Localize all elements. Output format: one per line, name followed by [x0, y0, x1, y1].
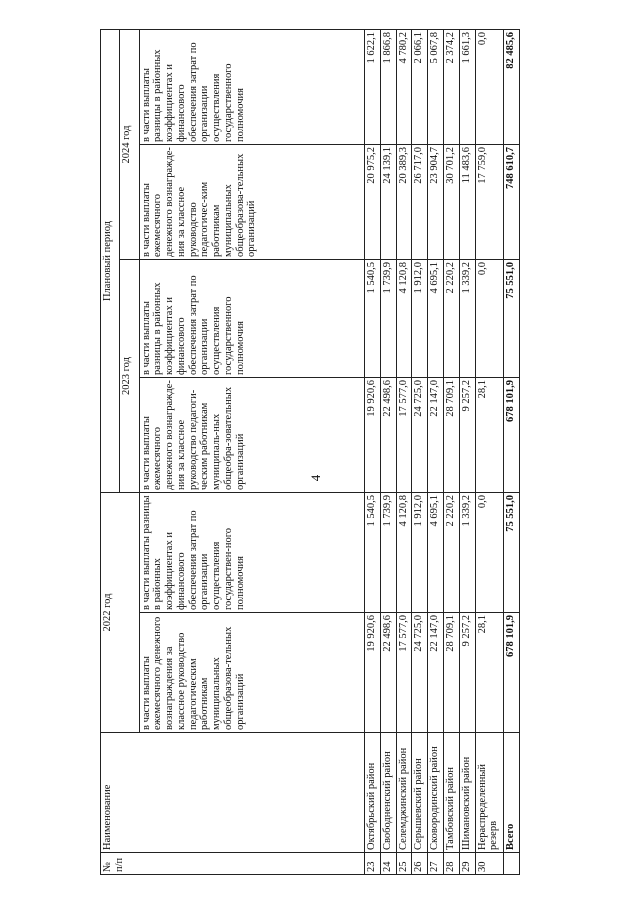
row-name: Селемджинский район [396, 733, 412, 853]
row-value: 4 695,1 [428, 493, 444, 613]
row-value: 2 220,2 [444, 260, 460, 378]
row-number: 23 [364, 853, 380, 875]
row-number: 30 [475, 853, 504, 875]
table-row [459, 30, 475, 875]
header-name: Наименование [101, 733, 365, 853]
row-value: 28,1 [475, 378, 504, 493]
row-name: Свободненский район [380, 733, 396, 853]
row-value: 0,0 [475, 260, 504, 378]
row-value: 2 066,1 [412, 30, 428, 145]
row-value: 0,0 [475, 30, 504, 145]
row-value: 17 577,0 [396, 613, 412, 733]
page-number: 4 [308, 474, 323, 482]
row-value: 1 912,0 [412, 493, 428, 613]
table-row [475, 30, 504, 875]
row-value: 5 067,8 [428, 30, 444, 145]
total-value: 748 610,7 [504, 145, 520, 260]
budget-table [100, 29, 520, 875]
row-value: 22 498,6 [380, 613, 396, 733]
table-row [396, 30, 412, 875]
row-number: 27 [428, 853, 444, 875]
header-2023-coef: в части выплаты разницы в районных коэффициентах и финансового обеспечения затрат по организации осуществления государственного полномочия [139, 260, 364, 378]
header-plan-period: Плановый период [101, 30, 120, 493]
row-value: 24 725,0 [412, 378, 428, 493]
row-name: Октябрьский район [364, 733, 380, 853]
row-value: 1 739,9 [380, 260, 396, 378]
total-row [504, 30, 520, 875]
row-value: 1 540,5 [364, 493, 380, 613]
table-body [364, 30, 503, 875]
row-name: Нераспределенный резерв [475, 733, 504, 853]
row-value: 28 709,1 [444, 613, 460, 733]
row-value: 1 661,3 [459, 30, 475, 145]
row-value: 1 339,2 [459, 260, 475, 378]
row-value: 19 920,6 [364, 613, 380, 733]
table-row [428, 30, 444, 875]
row-value: 9 257,2 [459, 378, 475, 493]
header-year-2024: 2024 год [120, 30, 139, 260]
row-value: 28,1 [475, 613, 504, 733]
row-value: 1 540,5 [364, 260, 380, 378]
row-value: 1 912,0 [412, 260, 428, 378]
row-value: 26 717,0 [412, 145, 428, 260]
row-name: Сковородинский район [428, 733, 444, 853]
row-value: 24 139,1 [380, 145, 396, 260]
row-number: 29 [459, 853, 475, 875]
row-value: 17 759,0 [475, 145, 504, 260]
table-row [412, 30, 428, 875]
row-value: 19 920,6 [364, 378, 380, 493]
row-name: Тамбовский район [444, 733, 460, 853]
row-number: 24 [380, 853, 396, 875]
row-value: 2 220,2 [444, 493, 460, 613]
row-value: 0,0 [475, 493, 504, 613]
row-value: 22 147,0 [428, 613, 444, 733]
row-value: 4 120,8 [396, 260, 412, 378]
header-num: № п/п [101, 853, 365, 875]
row-number: 26 [412, 853, 428, 875]
row-value: 17 577,0 [396, 378, 412, 493]
row-number: 28 [444, 853, 460, 875]
row-value: 1 739,9 [380, 493, 396, 613]
header-2022-salary: в части выплаты ежемесячного денежного вознаграждения за классное руководство педагогическим работникам муниципальных общеобразова-тельных организаций [139, 613, 364, 733]
total-value: 75 551,0 [504, 493, 520, 613]
row-value: 23 904,7 [428, 145, 444, 260]
table-wrapper [100, 30, 520, 875]
header-2023-salary: в части выплаты ежемесячного денежного вознагражде-ния за классное руководство педагоги-ческим работникам муниципаль-ных общеобра-зовательных организаций [139, 378, 364, 493]
table-row [364, 30, 380, 875]
row-value: 30 701,2 [444, 145, 460, 260]
row-name: Серышевский район [412, 733, 428, 853]
total-value: 678 101,9 [504, 378, 520, 493]
row-value: 20 975,2 [364, 145, 380, 260]
header-2022-coef: в части выплаты разницы в районных коэффициентах и финансового обеспечения затрат по организации осуществления государствен-ного полномочия [139, 493, 364, 613]
row-value: 24 725,0 [412, 613, 428, 733]
header-2024-coef: в части выплаты разницы в районных коэффициентах и финансового обеспечения затрат по организации осуществления государственного полномочия [139, 30, 364, 145]
table-row [444, 30, 460, 875]
row-value: 22 147,0 [428, 378, 444, 493]
row-value: 1 866,8 [380, 30, 396, 145]
row-value: 20 389,3 [396, 145, 412, 260]
row-value: 4 780,2 [396, 30, 412, 145]
row-number: 25 [396, 853, 412, 875]
total-value: 82 485,6 [504, 30, 520, 145]
row-value: 4 120,8 [396, 493, 412, 613]
row-value: 1 339,2 [459, 493, 475, 613]
row-value: 4 695,1 [428, 260, 444, 378]
total-value: 75 551,0 [504, 260, 520, 378]
rotated-table-area [100, 30, 520, 875]
header-year-2023: 2023 год [120, 260, 139, 493]
row-name: Шимановский район [459, 733, 475, 853]
row-value: 9 257,2 [459, 613, 475, 733]
row-value: 28 709,1 [444, 378, 460, 493]
total-label: Всего [504, 733, 520, 853]
row-value: 22 498,6 [380, 378, 396, 493]
row-value: 2 374,2 [444, 30, 460, 145]
header-2024-salary: в части выплаты ежемесячного денежного вознагражде-ния за классное руководство педагогичес-ким работникам муниципальных общеобразова-тельных организаций [139, 145, 364, 260]
header-year-2022: 2022 год [101, 493, 140, 733]
row-value: 1 622,1 [364, 30, 380, 145]
total-value: 678 101,9 [504, 613, 520, 733]
row-value: 11 483,6 [459, 145, 475, 260]
table-row [380, 30, 396, 875]
